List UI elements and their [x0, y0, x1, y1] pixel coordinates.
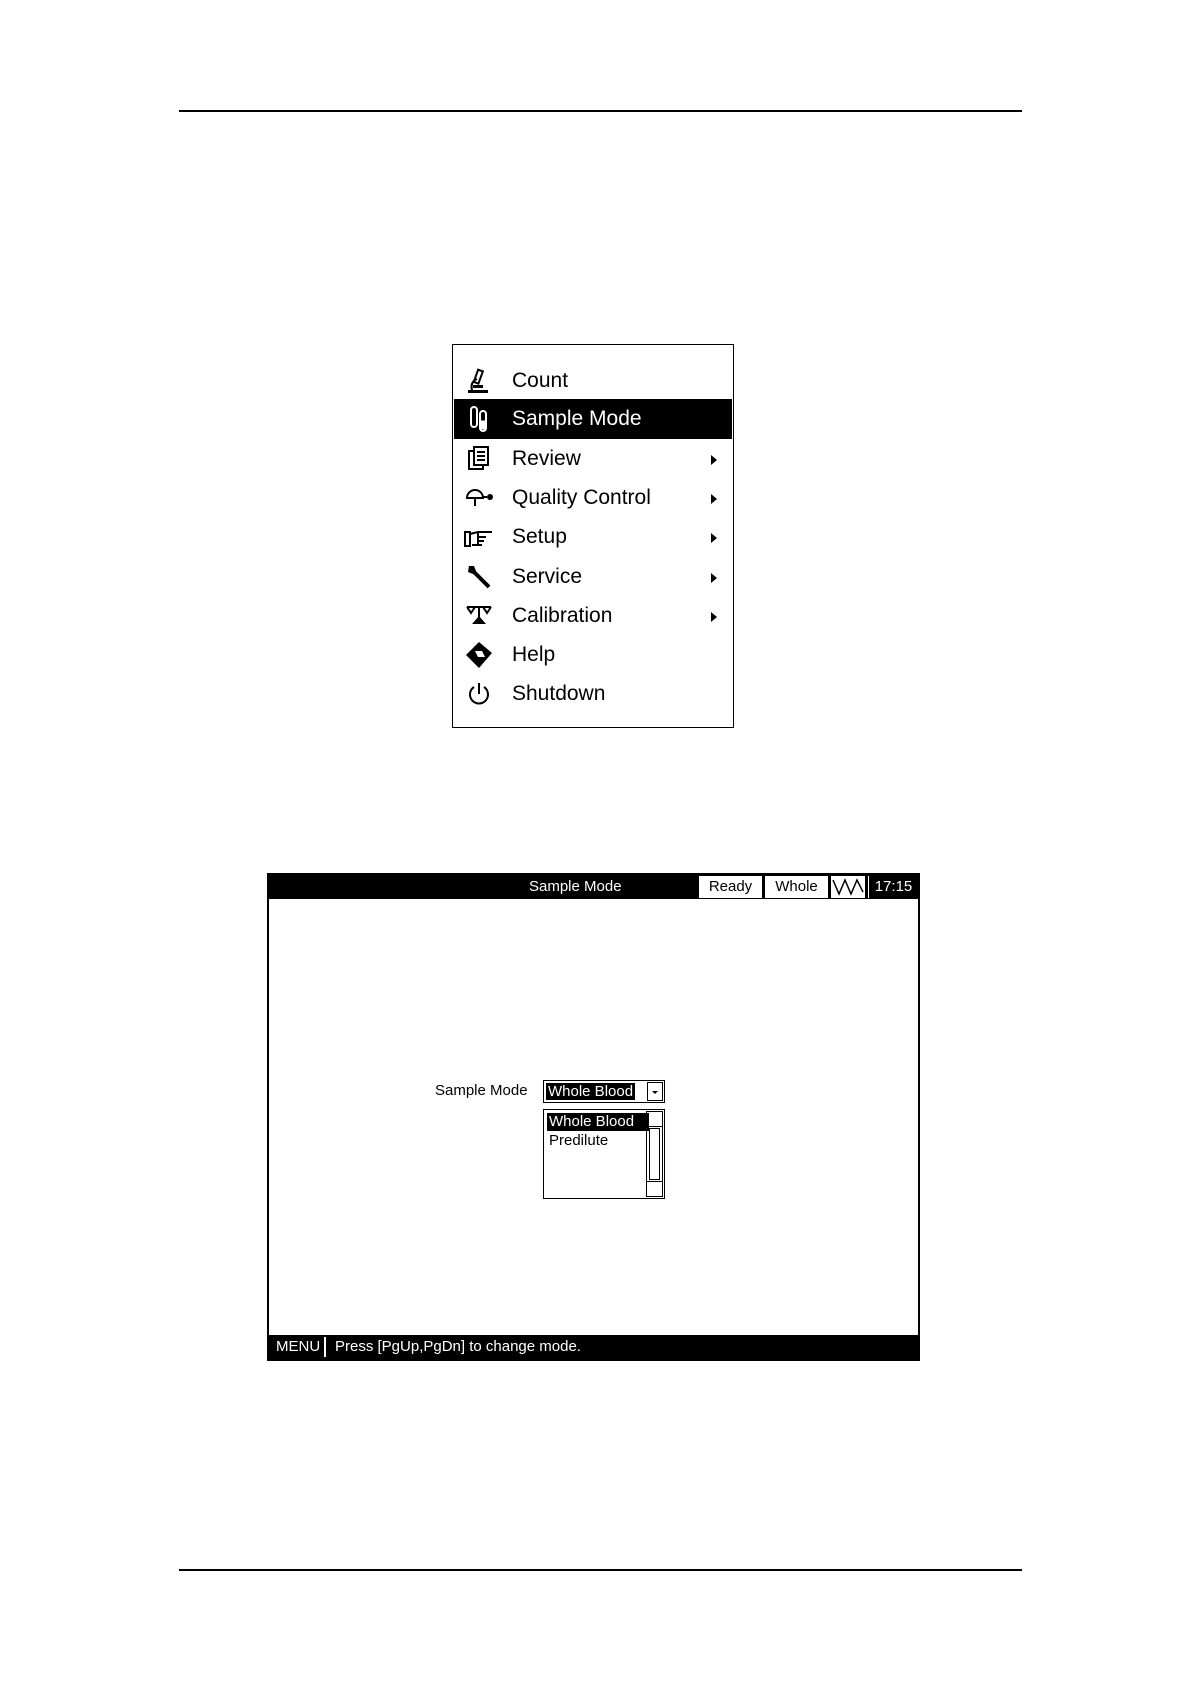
menu-item-sample-mode[interactable] [454, 399, 732, 439]
microscope-icon [464, 367, 494, 395]
menu-button[interactable]: MENU [272, 1337, 326, 1357]
menu-item-label: Shutdown [512, 682, 606, 705]
menu-item-label: Service [512, 565, 583, 588]
scroll-up-button[interactable] [647, 1112, 662, 1127]
documents-icon [464, 445, 494, 473]
sample-mode-screen [267, 873, 920, 1361]
menu-item-label: Count [512, 369, 569, 392]
screen-title: Sample Mode [529, 878, 622, 895]
menu-item-setup[interactable] [454, 517, 732, 557]
main-menu [452, 344, 734, 728]
submenu-arrow-icon [711, 494, 717, 504]
menu-item-shutdown[interactable] [454, 674, 732, 714]
wrench-icon [464, 563, 494, 591]
submenu-arrow-icon [711, 533, 717, 543]
balance-scale-icon [464, 602, 494, 630]
menu-item-review[interactable] [454, 439, 732, 479]
test-tube-icon [464, 405, 494, 433]
header-rule [179, 110, 1022, 112]
submenu-arrow-icon [711, 573, 717, 583]
hint-text: Press [PgUp,PgDn] to change mode. [335, 1338, 581, 1355]
waveform-icon [831, 876, 865, 898]
sample-mode-select[interactable] [543, 1080, 665, 1103]
sample-mode-options [543, 1109, 665, 1199]
menu-item-label: Calibration [512, 604, 613, 627]
footer-rule [179, 1569, 1022, 1571]
bottom-bar [269, 1335, 918, 1359]
menu-item-label: Sample Mode [512, 407, 642, 430]
pointing-hand-icon [464, 523, 494, 551]
scroll-down-button[interactable] [647, 1181, 662, 1196]
submenu-arrow-icon [711, 612, 717, 622]
submenu-arrow-icon [711, 455, 717, 465]
menu-item-count[interactable] [454, 361, 732, 401]
scroll-thumb[interactable] [649, 1128, 660, 1180]
option-whole-blood[interactable]: Whole Blood [547, 1113, 649, 1131]
qc-probe-icon [464, 484, 494, 512]
sample-mode-value: Whole Blood [548, 1083, 634, 1100]
menu-item-label: Help [512, 643, 556, 666]
status-state: Ready [699, 876, 762, 898]
menu-item-label: Quality Control [512, 486, 651, 509]
help-book-icon [464, 641, 494, 669]
title-bar [269, 875, 918, 899]
menu-item-service[interactable] [454, 557, 732, 597]
menu-item-quality-control[interactable] [454, 478, 732, 518]
sample-mode-label: Sample Mode [435, 1082, 528, 1099]
power-icon [464, 680, 494, 708]
menu-item-help[interactable] [454, 635, 732, 675]
dropdown-arrow-icon[interactable] [647, 1082, 663, 1101]
options-scrollbar[interactable] [646, 1111, 663, 1197]
status-mode: Whole [765, 876, 828, 898]
menu-item-label: Setup [512, 525, 567, 548]
status-time: 17:15 [868, 876, 918, 898]
menu-item-label: Review [512, 447, 581, 470]
option-predilute[interactable]: Predilute [549, 1132, 609, 1149]
menu-item-calibration[interactable] [454, 596, 732, 636]
